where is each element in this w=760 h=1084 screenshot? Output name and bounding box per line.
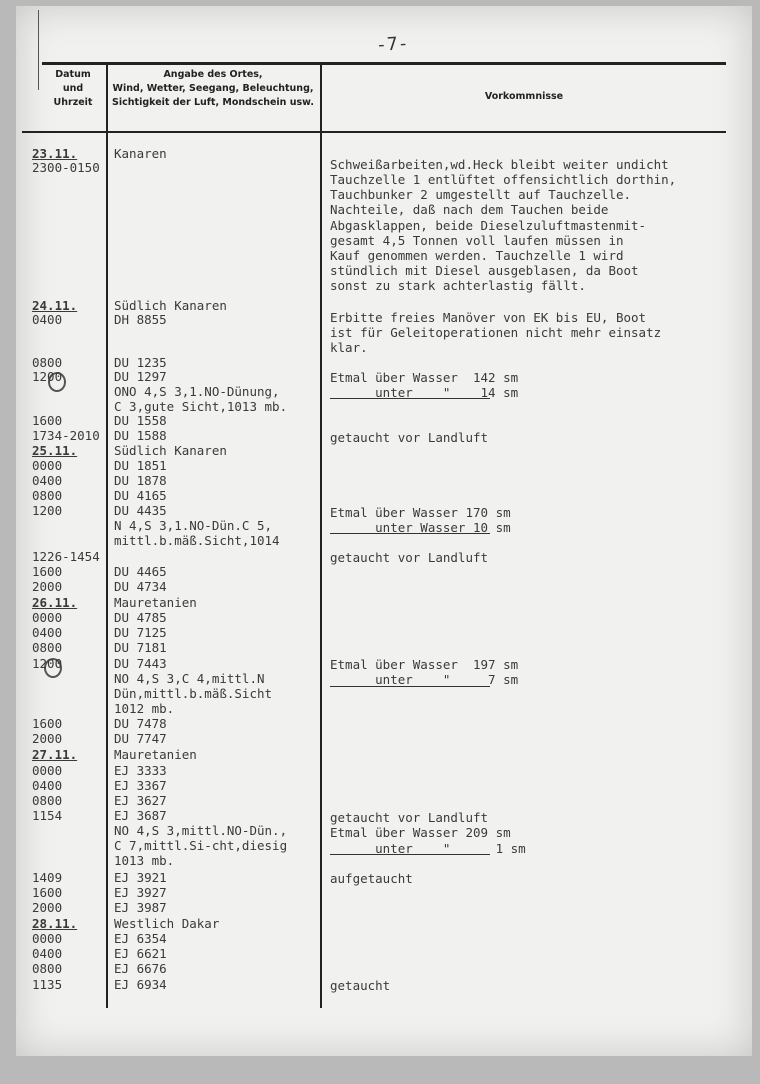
log-location: EJ 6934: [114, 977, 167, 992]
log-date: 24.11.: [32, 298, 78, 313]
header-bottom-rule: [22, 131, 726, 133]
log-location: DU 1878: [114, 473, 167, 488]
column-divider-2: [320, 62, 322, 1008]
event-line: unter " 7 sm: [330, 672, 519, 687]
log-location: DU 7443: [114, 656, 167, 671]
header-date-time: Datum und Uhrzeit: [53, 69, 93, 108]
log-time: 1154: [32, 808, 63, 823]
log-location: DU 7478: [114, 716, 167, 731]
log-location: ONO 4,S 3,1.NO-Dünung,: [114, 384, 280, 399]
log-location: EJ 6354: [114, 931, 167, 946]
log-date: 26.11.: [32, 595, 78, 610]
log-time: 0800: [32, 355, 63, 370]
log-time: 1600: [32, 564, 63, 579]
log-location: EJ 3627: [114, 793, 167, 808]
log-location: DH 8855: [114, 312, 167, 327]
log-location: Mauretanien: [114, 747, 197, 762]
log-date: 28.11.: [32, 916, 78, 931]
log-location: DU 7125: [114, 625, 167, 640]
log-time: 0000: [32, 763, 63, 778]
log-location: DU 7747: [114, 731, 167, 746]
event-line: Schweißarbeiten,wd.Heck bleibt weiter undicht: [330, 157, 669, 172]
log-time: 0800: [32, 640, 63, 655]
event-line: Etmal über Wasser 209 sm: [330, 825, 511, 840]
log-time: 1200: [32, 503, 63, 518]
log-location: Mauretanien: [114, 595, 197, 610]
log-location: EJ 6621: [114, 946, 167, 961]
log-time: 1200: [32, 656, 63, 671]
log-time: 0000: [32, 458, 63, 473]
log-location: 1013 mb.: [114, 853, 175, 868]
log-time: 0400: [32, 946, 63, 961]
log-time: 0800: [32, 961, 63, 976]
event-line: Abgasklappen, beide Dieselzuluftmastenmit-: [330, 218, 647, 233]
log-location: Westlich Dakar: [114, 916, 220, 931]
event-line: getaucht vor Landluft: [330, 550, 489, 565]
event-line: Tauchbunker 2 umgestellt auf Tauchzelle.: [330, 187, 632, 202]
log-location: EJ 3921: [114, 870, 167, 885]
event-line: Tauchzelle 1 entlüftet offensichtlich dorthin,: [330, 172, 677, 187]
log-location: DU 1235: [114, 355, 167, 370]
log-date: 23.11.: [32, 146, 78, 161]
page-number: -7-: [375, 33, 410, 56]
log-location: EJ 3927: [114, 885, 167, 900]
log-time: 0400: [32, 778, 63, 793]
log-time: 0800: [32, 793, 63, 808]
event-line: Etmal über Wasser 170 sm: [330, 505, 511, 520]
log-location: DU 1851: [114, 458, 167, 473]
event-line: Nachteile, daß nach dem Tauchen beide: [330, 202, 609, 217]
event-line: unter " 1 sm: [330, 841, 526, 856]
event-line: Etmal über Wasser 197 sm: [330, 657, 519, 672]
event-line: Erbitte freies Manöver von EK bis EU, Boot: [330, 310, 647, 325]
log-location: DU 4435: [114, 503, 167, 518]
log-location: Südlich Kanaren: [114, 298, 227, 313]
log-location: C 7,mittl.Si-cht,diesig: [114, 838, 288, 853]
event-line: unter " 14 sm: [330, 385, 519, 400]
log-time: 0400: [32, 473, 63, 488]
log-location: DU 1588: [114, 428, 167, 443]
event-line: getaucht vor Landluft: [330, 430, 489, 445]
log-location: DU 1558: [114, 413, 167, 428]
log-time: 1409: [32, 870, 63, 885]
header-top-rule: [42, 62, 726, 65]
left-margin-line: [38, 10, 39, 90]
log-location: EJ 3687: [114, 808, 167, 823]
log-location: DU 4785: [114, 610, 167, 625]
log-time: 2300-0150: [32, 160, 100, 175]
header-location-weather: Angabe des Ortes, Wind, Wetter, Seegang, Beleuchtung, Sichtigkeit der Luft, Mondschein usw.: [112, 69, 314, 108]
event-line: getaucht vor Landluft: [330, 810, 489, 825]
event-line: Etmal über Wasser 142 sm: [330, 370, 519, 385]
log-location: DU 7181: [114, 640, 167, 655]
log-time: 2000: [32, 900, 63, 915]
log-time: 2000: [32, 731, 63, 746]
log-date: 27.11.: [32, 747, 78, 762]
log-time: 1734-2010: [32, 428, 100, 443]
log-time: 1600: [32, 885, 63, 900]
log-location: 1012 mb.: [114, 701, 175, 716]
log-location: mittl.b.mäß.Sicht,1014: [114, 533, 280, 548]
log-location: DU 4465: [114, 564, 167, 579]
log-time: 1135: [32, 977, 63, 992]
log-location: C 3,gute Sicht,1013 mb.: [114, 399, 288, 414]
log-time: 1600: [32, 413, 63, 428]
event-line: Kauf genommen werden. Tauchzelle 1 wird: [330, 248, 624, 263]
log-time: 0400: [32, 312, 63, 327]
event-line: sonst zu stark achterlastig fällt.: [330, 278, 586, 293]
header-events: Vorkommnisse: [484, 91, 564, 102]
log-location: N 4,S 3,1.NO-Dün.C 5,: [114, 518, 273, 533]
event-line: getaucht: [330, 978, 391, 993]
log-location: NO 4,S 3,mittl.NO-Dün.,: [114, 823, 288, 838]
event-line: klar.: [330, 340, 368, 355]
log-time: 2000: [32, 579, 63, 594]
log-location: DU 4734: [114, 579, 167, 594]
log-location: EJ 6676: [114, 961, 167, 976]
event-line: gesamt 4,5 Tonnen voll laufen müssen in: [330, 233, 624, 248]
column-divider-1: [106, 62, 108, 1008]
log-location: DU 4165: [114, 488, 167, 503]
log-time: 0800: [32, 488, 63, 503]
log-date: 25.11.: [32, 443, 78, 458]
log-time: 1200: [32, 369, 63, 384]
log-location: NO 4,S 3,C 4,mittl.N: [114, 671, 265, 686]
log-location: Dün,mittl.b.mäß.Sicht: [114, 686, 273, 701]
event-line: aufgetaucht: [330, 871, 413, 886]
log-location: Südlich Kanaren: [114, 443, 227, 458]
event-line: unter Wasser 10 sm: [330, 520, 511, 535]
log-time: 0000: [32, 931, 63, 946]
log-location: EJ 3333: [114, 763, 167, 778]
event-line: stündlich mit Diesel ausgeblasen, da Boot: [330, 263, 639, 278]
log-time: 1600: [32, 716, 63, 731]
log-time: 0400: [32, 625, 63, 640]
log-location: EJ 3987: [114, 900, 167, 915]
log-location: DU 1297: [114, 369, 167, 384]
event-line: ist für Geleitoperationen nicht mehr einsatz: [330, 325, 662, 340]
log-time: 1226-1454: [32, 549, 100, 564]
log-time: 0000: [32, 610, 63, 625]
log-location: Kanaren: [114, 146, 167, 161]
log-location: EJ 3367: [114, 778, 167, 793]
